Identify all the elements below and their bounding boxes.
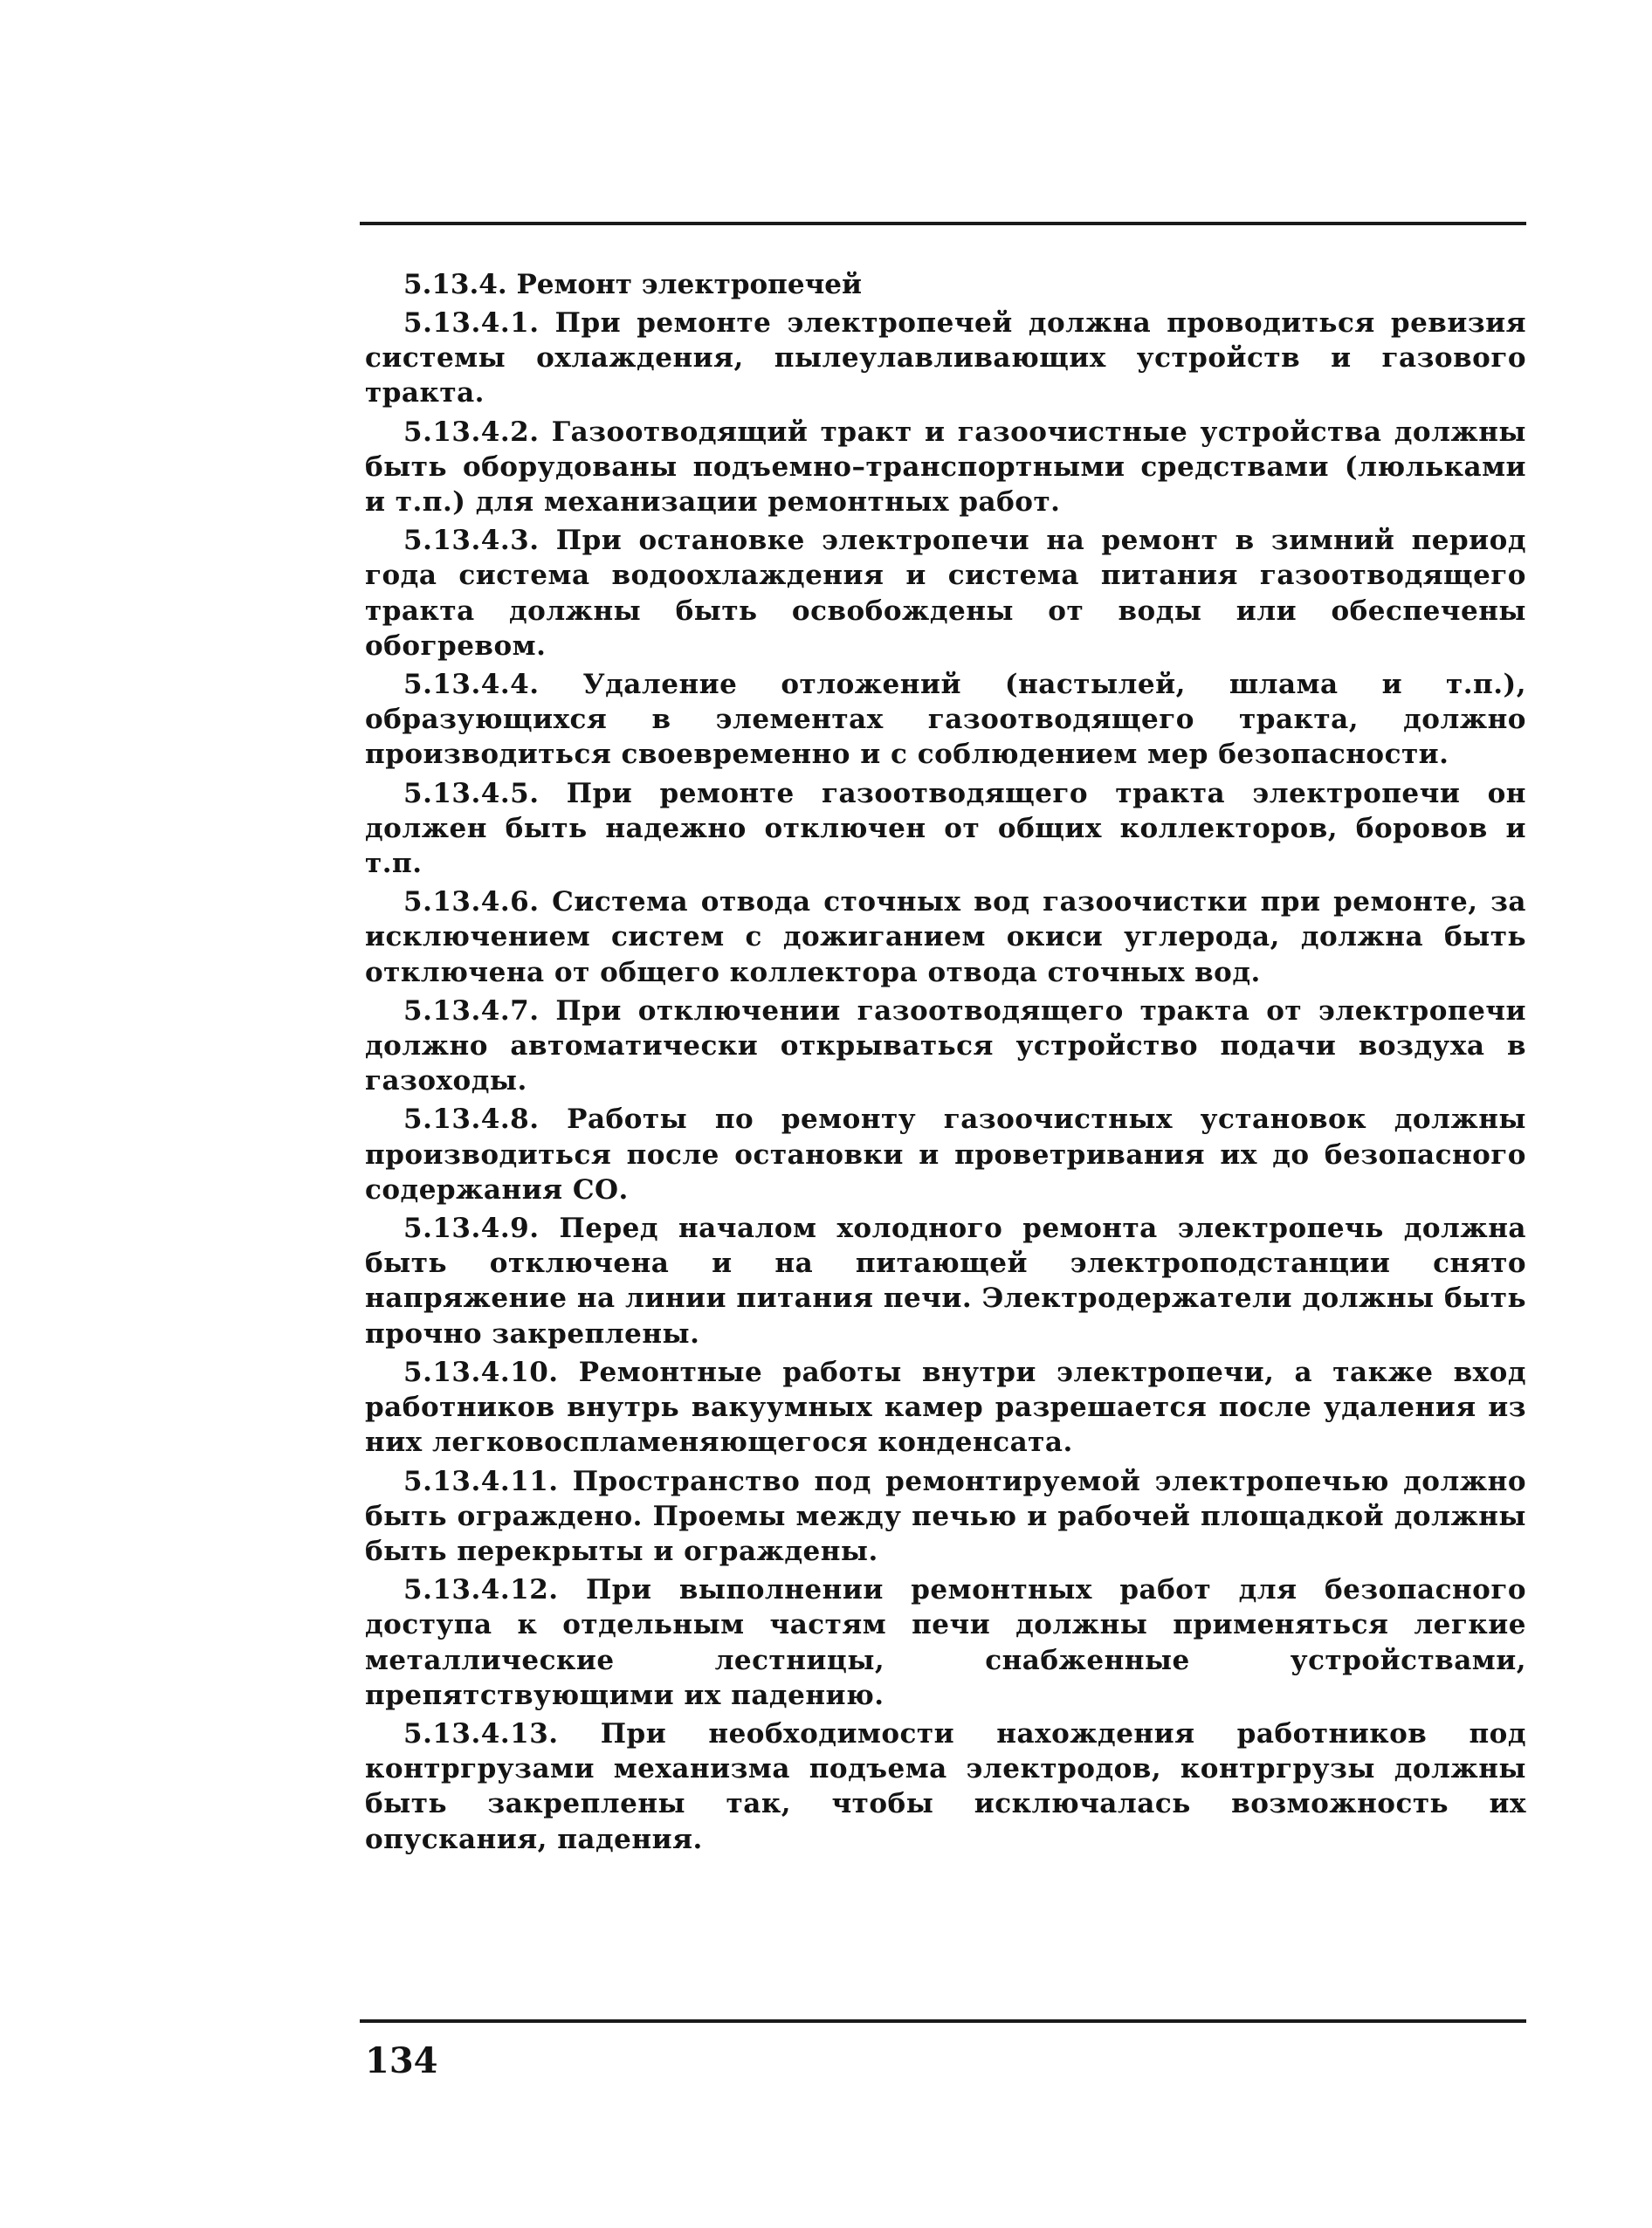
paragraph-5-13-4-9: 5.13.4.9. Перед началом холодного ремонта электропечь должна быть отключена и на питающей электроподстанции снято напряжение на линии питания печи. Электродержатели должны быть прочно закреплены. <box>365 1213 1526 1350</box>
bottom-rule <box>360 2019 1526 2023</box>
paragraph-5-13-4-2: 5.13.4.2. Газоотводящий тракт и газоочистные устройства должны быть оборудованы подъемно–транспортными средствами (люльками и т.п.) для механизации ремонтных работ. <box>365 416 1526 519</box>
paragraph-5-13-4-10: 5.13.4.10. Ремонтные работы внутри электропечи, а также вход работников внутрь вакуумных камер разрешается после удаления из них легковоспламеняющегося конденсата. <box>365 1356 1526 1459</box>
section-heading: 5.13.4. Ремонт электропечей <box>403 269 863 300</box>
paragraph-5-13-4-7: 5.13.4.7. При отключении газоотводящего тракта от электропечи должно автоматически открываться устройство подачи воздуха в газоходы. <box>365 994 1526 1097</box>
top-rule <box>360 222 1526 225</box>
paragraph-5-13-4-4: 5.13.4.4. Удаление отложений (настылей, шлама и т.п.), образующихся в элементах газоотводящего тракта, должно производиться своевременно и с соблюдением мер безопасности. <box>365 669 1526 771</box>
paragraph-5-13-4-8: 5.13.4.8. Работы по ремонту газоочистных установок должны производиться после остановки и проветривания их до безопасного содержания СО. <box>365 1104 1526 1206</box>
paragraph-5-13-4-5: 5.13.4.5. При ремонте газоотводящего тракта электропечи он должен быть надежно отключен от общих коллекторов, боровов и т.п. <box>365 777 1526 880</box>
paragraph-5-13-4-13: 5.13.4.13. При необходимости нахождения работников под контргрузами механизма подъема электродов, контргрузы должны быть закреплены так, чтобы исключалась возможность их опускания, падения. <box>365 1717 1526 1855</box>
page-body <box>365 266 1526 1860</box>
paragraph-5-13-4-6: 5.13.4.6. Система отвода сточных вод газоочистки при ремонте, за исключением систем с дожиганием окиси углерода, должна быть отключена от общего коллектора отвода сточных вод. <box>365 886 1526 988</box>
paragraph-5-13-4-12: 5.13.4.12. При выполнении ремонтных работ для безопасного доступа к отдельным частям печи должны применяться легкие металлические лестницы, снабженные устройствами, препятствующими их падению. <box>365 1574 1526 1711</box>
page-number: 134 <box>365 2040 438 2081</box>
paragraph-5-13-4-3: 5.13.4.3. При остановке электропечи на ремонт в зимний период года система водоохлаждения и система питания газоотводящего тракта должны быть освобождены от воды или обеспечены обогревом. <box>365 525 1526 662</box>
paragraph-5-13-4-11: 5.13.4.11. Пространство под ремонтируемой электропечью должно быть ограждено. Проемы между печью и рабочей площадкой должны быть перекрыты и ограждены. <box>365 1465 1526 1567</box>
paragraph-5-13-4-1: 5.13.4.1. При ремонте электропечей должна проводиться ревизия системы охлаждения, пылеулавливающих устройств и газового тракта. <box>365 307 1526 409</box>
